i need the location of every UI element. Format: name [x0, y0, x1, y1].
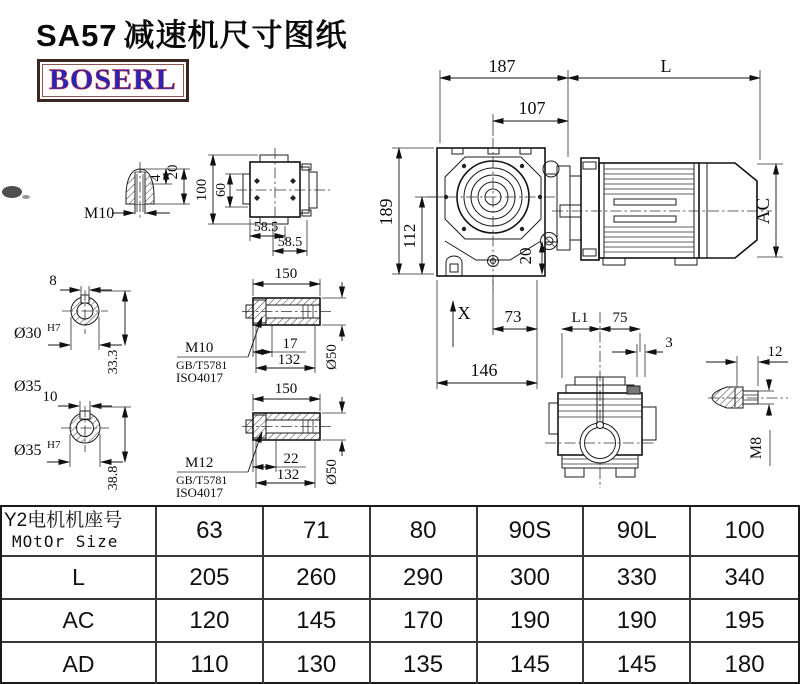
- header-size-90l: 90L: [584, 507, 691, 557]
- value-L-100: 340: [691, 557, 798, 600]
- gearbox-rear-view: [545, 310, 673, 488]
- dim-AC: AC: [753, 197, 774, 225]
- label-bolt-m12: M12: [185, 455, 214, 471]
- dim-60: 60: [214, 183, 229, 197]
- gearbox-top-view: [194, 148, 330, 256]
- title-suffix: 减速机尺寸图纸: [123, 18, 348, 53]
- title-model: SA57: [36, 18, 118, 53]
- dim-20: 20: [516, 247, 535, 265]
- value-AC-63: 120: [157, 600, 264, 643]
- header-size-100: 100: [691, 507, 798, 557]
- dim-38-8: 38.8: [106, 465, 121, 491]
- dim-3: 3: [665, 335, 673, 351]
- label-d35: Ø35: [14, 378, 42, 395]
- motor-dimension-table: [0, 505, 800, 684]
- value-L-71: 260: [264, 557, 371, 600]
- value-AD-80: 135: [371, 643, 478, 684]
- label-thread-m10: M10: [84, 205, 115, 222]
- dim-100: 100: [194, 178, 210, 202]
- dim-132-1: 132: [277, 352, 301, 368]
- dim-22: 22: [283, 451, 299, 467]
- value-AD-71: 130: [264, 643, 371, 684]
- dim-bore-30: Ø30: [14, 325, 42, 342]
- shaft-end-detail: [84, 162, 190, 222]
- dim-146: 146: [470, 360, 498, 380]
- standard-gbt5781-2: GB/T5781: [176, 473, 228, 487]
- tolerance-h7-1: H7: [47, 322, 61, 334]
- header-size-80: 80: [371, 507, 478, 557]
- row-label-AC: AC: [2, 600, 157, 643]
- value-AC-80: 170: [371, 600, 478, 643]
- bore-detail-2: [14, 389, 131, 490]
- dim-17: 17: [282, 336, 298, 352]
- standard-iso4017-1: ISO4017: [176, 370, 223, 385]
- value-L-63: 205: [157, 557, 264, 600]
- dim-M8: M8: [748, 436, 765, 460]
- brand-logo: BOSERL: [37, 59, 189, 102]
- header-size-90s: 90S: [478, 507, 585, 557]
- dim-58-5-b: 58.5: [277, 235, 303, 250]
- bolt-detail: [706, 344, 788, 466]
- value-AD-90l: 145: [584, 643, 691, 684]
- dim-bore-35: Ø35: [14, 442, 42, 459]
- dim-4: 4: [149, 174, 164, 182]
- header-size-71: 71: [264, 507, 371, 557]
- table-header-zh: Y2电机机座号: [4, 510, 123, 531]
- dim-73: 73: [504, 307, 522, 326]
- dim-150-1: 150: [274, 266, 298, 282]
- value-AC-90s: 190: [478, 600, 585, 643]
- row-label-L: L: [2, 557, 157, 600]
- hollow-shaft-2: [176, 381, 346, 500]
- standard-iso4017-2: ISO4017: [176, 485, 223, 500]
- dim-L1: L1: [571, 310, 589, 326]
- value-AC-100: 195: [691, 600, 798, 643]
- main-view-motor: [552, 163, 772, 265]
- value-L-80: 290: [371, 557, 478, 600]
- header-size-63: 63: [157, 507, 264, 557]
- table-header-en: MOtOr Size: [12, 532, 119, 551]
- value-AC-90l: 190: [584, 600, 691, 643]
- marker-x: X: [457, 303, 471, 323]
- bore-detail-1: [14, 273, 131, 395]
- dim-12: 12: [767, 344, 783, 360]
- dim-58-5-a: 58.5: [253, 220, 279, 235]
- dim-150-2: 150: [274, 381, 298, 397]
- value-AD-100: 180: [724, 650, 765, 678]
- dim-107: 107: [518, 98, 546, 118]
- dim-112: 112: [400, 223, 419, 249]
- table-header-motor-size: [2, 507, 157, 557]
- value-L-90s: 300: [478, 557, 585, 600]
- label-bolt-m10: M10: [185, 340, 214, 356]
- dim-d50-1: Ø50: [324, 344, 340, 370]
- row-label-AD: AD: [2, 643, 157, 684]
- main-view-gearbox-front: [427, 138, 559, 290]
- dim-L: L: [660, 56, 672, 76]
- value-AD-63: 110: [157, 643, 264, 684]
- hollow-shaft-1: [176, 266, 346, 385]
- value-AC-71: 145: [264, 600, 371, 643]
- dim-189: 189: [376, 198, 396, 226]
- dim-187: 187: [488, 56, 516, 76]
- standard-gbt5781-1: GB/T5781: [176, 358, 228, 372]
- dim-key-8: 8: [49, 273, 57, 289]
- motor-fins: [604, 169, 694, 252]
- dim-33-3: 33.3: [106, 349, 121, 375]
- print-artifact: [2, 186, 30, 199]
- dim-key-10: 10: [42, 389, 58, 405]
- tolerance-h7-2: H7: [47, 439, 61, 451]
- value-L-90l: 330: [584, 557, 691, 600]
- dim-132-2: 132: [276, 467, 300, 483]
- dim-75: 75: [612, 310, 628, 326]
- value-AD-90s: 145: [478, 643, 585, 684]
- dim-d50-2: Ø50: [324, 459, 340, 485]
- dim-20b: 20: [165, 164, 181, 180]
